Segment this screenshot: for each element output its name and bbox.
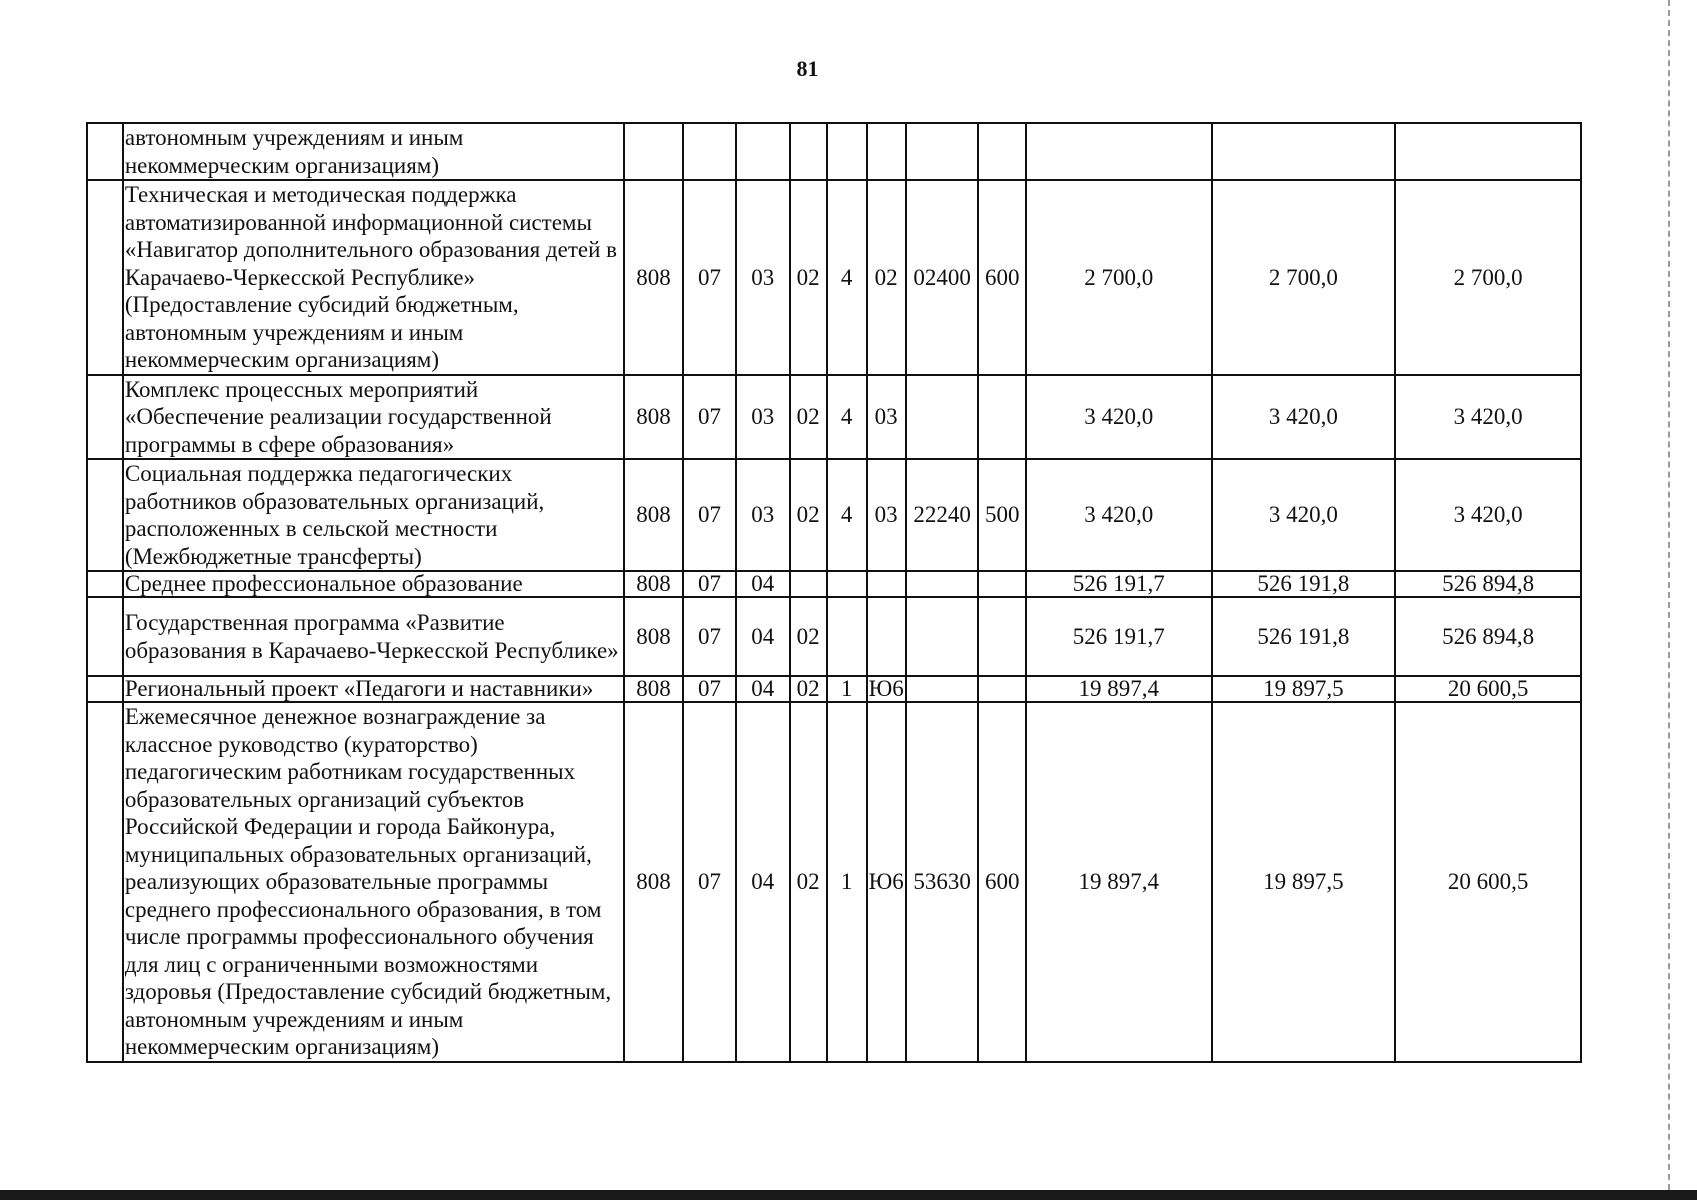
code-admin: 808 — [624, 597, 683, 676]
row-number-cell — [87, 375, 123, 460]
row-description: Среднее профессиональное образование — [123, 571, 624, 597]
table-row — [87, 375, 1581, 460]
code-program — [790, 123, 827, 180]
code-program: 02 — [790, 375, 827, 460]
code-direction: 02400 — [906, 180, 979, 375]
code-section: 07 — [683, 597, 736, 676]
value-year-3: 3 420,0 — [1395, 459, 1581, 571]
code-direction — [906, 597, 979, 676]
code-program: 02 — [790, 676, 827, 702]
code-expense-type: 600 — [978, 180, 1025, 375]
code-admin: 808 — [624, 676, 683, 702]
code-section: 07 — [683, 676, 736, 702]
row-description: Государственная программа «Развитие образования в Карачаево-Черкесской Республике» — [123, 597, 624, 676]
value-year-2: 3 420,0 — [1212, 459, 1396, 571]
row-description: Региональный проект «Педагоги и наставники» — [123, 676, 624, 702]
code-event — [867, 123, 906, 180]
row-description: Техническая и методическая поддержка автоматизированной информационной системы «Навигатор дополнительного образования детей в Карачаево-Черкесской Республике» (Предоставление субсидий бюджетным, автономным учреждениям и иным некоммерческим организациям) — [123, 180, 624, 375]
row-description: автономным учреждениям и иным некоммерческим организациям) — [123, 123, 624, 180]
row-number-cell — [87, 676, 123, 702]
code-expense-type — [978, 571, 1025, 597]
code-section: 07 — [683, 571, 736, 597]
code-program — [790, 571, 827, 597]
code-direction — [906, 375, 979, 460]
code-subsection: 04 — [736, 597, 790, 676]
code-event — [867, 597, 906, 676]
code-subprogram: 1 — [827, 702, 867, 1062]
code-section: 07 — [683, 375, 736, 460]
table-row — [87, 571, 1581, 597]
row-number-cell — [87, 123, 123, 180]
code-direction — [906, 123, 979, 180]
code-subsection: 04 — [736, 571, 790, 597]
code-direction — [906, 676, 979, 702]
value-year-3: 526 894,8 — [1395, 597, 1581, 676]
scan-edge-line — [1668, 0, 1672, 1200]
value-year-1: 2 700,0 — [1026, 180, 1212, 375]
value-year-2: 526 191,8 — [1212, 571, 1396, 597]
code-direction: 53630 — [906, 702, 979, 1062]
value-year-2: 526 191,8 — [1212, 597, 1396, 676]
value-year-2: 19 897,5 — [1212, 702, 1396, 1062]
code-expense-type: 600 — [978, 702, 1025, 1062]
code-event — [867, 571, 906, 597]
code-subprogram: 1 — [827, 676, 867, 702]
code-expense-type — [978, 676, 1025, 702]
code-program: 02 — [790, 597, 827, 676]
code-subsection: 03 — [736, 180, 790, 375]
code-subsection: 03 — [736, 375, 790, 460]
row-number-cell — [87, 597, 123, 676]
value-year-3 — [1395, 123, 1581, 180]
table-row — [87, 676, 1581, 702]
code-event: Ю6 — [868, 676, 904, 701]
code-program: 02 — [790, 459, 827, 571]
value-year-1 — [1026, 123, 1212, 180]
row-number-cell — [87, 180, 123, 375]
value-year-2: 2 700,0 — [1212, 180, 1396, 375]
code-admin: 808 — [624, 571, 683, 597]
page-number: 81 — [796, 56, 819, 81]
value-year-2 — [1212, 123, 1396, 180]
code-admin — [624, 123, 683, 180]
value-year-3: 2 700,0 — [1395, 180, 1581, 375]
code-subprogram — [827, 571, 867, 597]
table-row — [87, 702, 1581, 1062]
table-row — [87, 597, 1581, 676]
value-year-3: 20 600,5 — [1395, 702, 1581, 1062]
code-subprogram: 4 — [827, 459, 867, 571]
budget-table — [86, 122, 1582, 1063]
code-admin: 808 — [624, 702, 683, 1062]
table-row — [87, 180, 1581, 375]
value-year-1: 3 420,0 — [1026, 375, 1212, 460]
table-row — [87, 123, 1581, 180]
code-subsection: 04 — [736, 702, 790, 1062]
code-event: 03 — [867, 375, 906, 460]
code-subprogram — [827, 597, 867, 676]
code-direction — [906, 571, 979, 597]
code-section: 07 — [683, 702, 736, 1062]
code-subsection — [736, 123, 790, 180]
code-subprogram: 4 — [827, 375, 867, 460]
row-number-cell — [87, 702, 123, 1062]
row-number-cell — [87, 571, 123, 597]
code-admin: 808 — [624, 375, 683, 460]
value-year-1: 19 897,4 — [1026, 676, 1212, 702]
code-section: 07 — [683, 459, 736, 571]
code-subprogram: 4 — [827, 180, 867, 375]
row-description: Социальная поддержка педагогических работников образовательных организаций, расположенных в сельской местности (Межбюджетные трансферты) — [123, 459, 624, 571]
row-description: Ежемесячное денежное вознаграждение за классное руководство (кураторство) педагогическим работникам государственных образовательных организаций субъектов Российской Федерации и города Байконура, муниципальных образовательных организаций, реализующих образовательные программы среднего профессионального образования, в том числе программы профессионального обучения для лиц с ограниченными возможностями здоровья (Предоставление субсидий бюджетным, автономным учреждениям и иным некоммерческим организациям) — [123, 702, 624, 1062]
code-expense-type — [978, 375, 1025, 460]
code-event: 03 — [867, 459, 906, 571]
value-year-3: 526 894,8 — [1395, 571, 1581, 597]
table-body — [87, 123, 1581, 1062]
value-year-2: 19 897,5 — [1212, 676, 1396, 702]
value-year-1: 526 191,7 — [1026, 597, 1212, 676]
code-admin: 808 — [624, 180, 683, 375]
value-year-1: 526 191,7 — [1026, 571, 1212, 597]
table-row — [87, 459, 1581, 571]
code-expense-type: 500 — [978, 459, 1025, 571]
code-subsection: 03 — [736, 459, 790, 571]
value-year-1: 3 420,0 — [1026, 459, 1212, 571]
code-section — [683, 123, 736, 180]
code-direction: 22240 — [906, 459, 979, 571]
code-subsection: 04 — [736, 676, 790, 702]
value-year-3: 20 600,5 — [1395, 676, 1581, 702]
scan-bottom-border — [0, 1190, 1697, 1200]
code-program: 02 — [790, 180, 827, 375]
value-year-3: 3 420,0 — [1395, 375, 1581, 460]
row-description: Комплекс процессных мероприятий «Обеспечение реализации государственной программы в сфере образования» — [123, 375, 624, 460]
value-year-1: 19 897,4 — [1026, 702, 1212, 1062]
code-program: 02 — [790, 702, 827, 1062]
code-event: Ю6 — [867, 702, 906, 1062]
code-subprogram — [827, 123, 867, 180]
code-section: 07 — [683, 180, 736, 375]
code-admin: 808 — [624, 459, 683, 571]
value-year-2: 3 420,0 — [1212, 375, 1396, 460]
code-expense-type — [978, 123, 1025, 180]
code-event: 02 — [867, 180, 906, 375]
row-number-cell — [87, 459, 123, 571]
code-expense-type — [978, 597, 1025, 676]
